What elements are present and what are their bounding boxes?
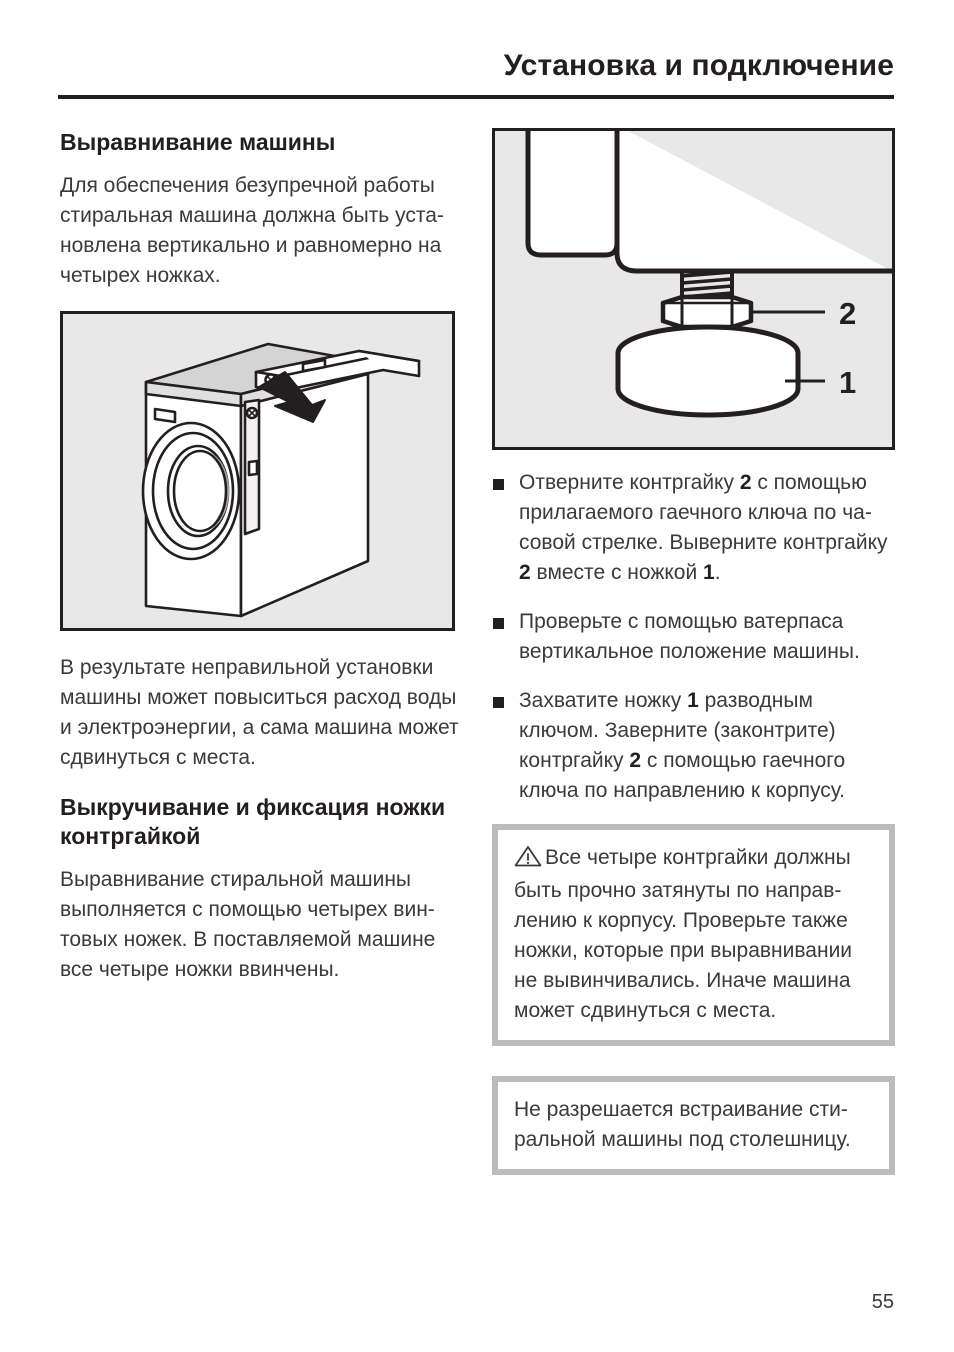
figure-callout-2: 2: [839, 296, 857, 331]
bullet-square-icon: [493, 479, 504, 490]
section-heading-unscrew-foot-line2: контргайкой: [60, 823, 201, 849]
paragraph-leveling-intro: Для обеспечения безупречной работы стиральная машина должна быть установлена вертикально и равномерно на четырех ножках.: [60, 174, 444, 287]
bullet-square-icon: [493, 697, 504, 708]
warning-notice-box: [492, 824, 895, 1046]
plain-notice-text: Не разрешается встраивание стиральной машины под столешницу.: [514, 1098, 851, 1151]
list-item: [492, 607, 895, 667]
section-heading-unscrew-foot: [60, 793, 460, 851]
warning-notice-body: Все четыре контргайки должны быть прочно затянуты по направлению к корпусу. Проверьте также ножки, которые при выравнивании не вывинчивались. Иначе машина может сдвинуться с места.: [514, 846, 853, 1022]
paragraph-four-screw-feet: Выравнивание стиральной машины выполняется с помощью четырех винтовых ножек. В поставляемой машине все четыре ножки ввинчены.: [60, 868, 436, 981]
page-header: [58, 46, 894, 99]
plain-notice-box: [492, 1076, 895, 1175]
section-heading-unscrew-foot-line1: Выкручивание и фиксация ножки: [60, 794, 446, 820]
page-number: 55: [871, 1291, 894, 1313]
step-text-1: Отверните контргайку 2 с помощью прилагаемого гаечного ключа по часовой стрелке. Выверните контргайку 2 вместе с ножкой 1.: [519, 471, 888, 584]
left-column: [60, 128, 460, 985]
steps-list: [492, 468, 895, 806]
warning-notice-text: [514, 843, 873, 1026]
machine-foot-diagram: [492, 128, 895, 450]
step-text-3: Захватите ножку 1 разводным ключом. Заверните (законтрите) контргайку 2 с помощью гаечного ключа по направлению к корпусу.: [519, 689, 846, 802]
right-column: [492, 128, 895, 1175]
warning-triangle-icon: [514, 845, 542, 876]
list-item: [492, 686, 895, 806]
step-text-2: Проверьте с помощью ватерпаса вертикальное положение машины.: [519, 610, 860, 663]
washing-machine-illustration: [60, 311, 455, 631]
page-title: Установка и подключение: [503, 49, 894, 82]
section-heading-leveling: Выравнивание машины: [60, 129, 336, 155]
figure-callout-1: 1: [839, 365, 857, 400]
list-item: [492, 468, 895, 588]
header-divider: [58, 95, 894, 99]
paragraph-incorrect-installation: В результате неправильной установки машины может повыситься расход воды и электроэнергии, а сама машина может сдвинуться с места.: [60, 656, 459, 769]
bullet-square-icon: [493, 618, 504, 629]
